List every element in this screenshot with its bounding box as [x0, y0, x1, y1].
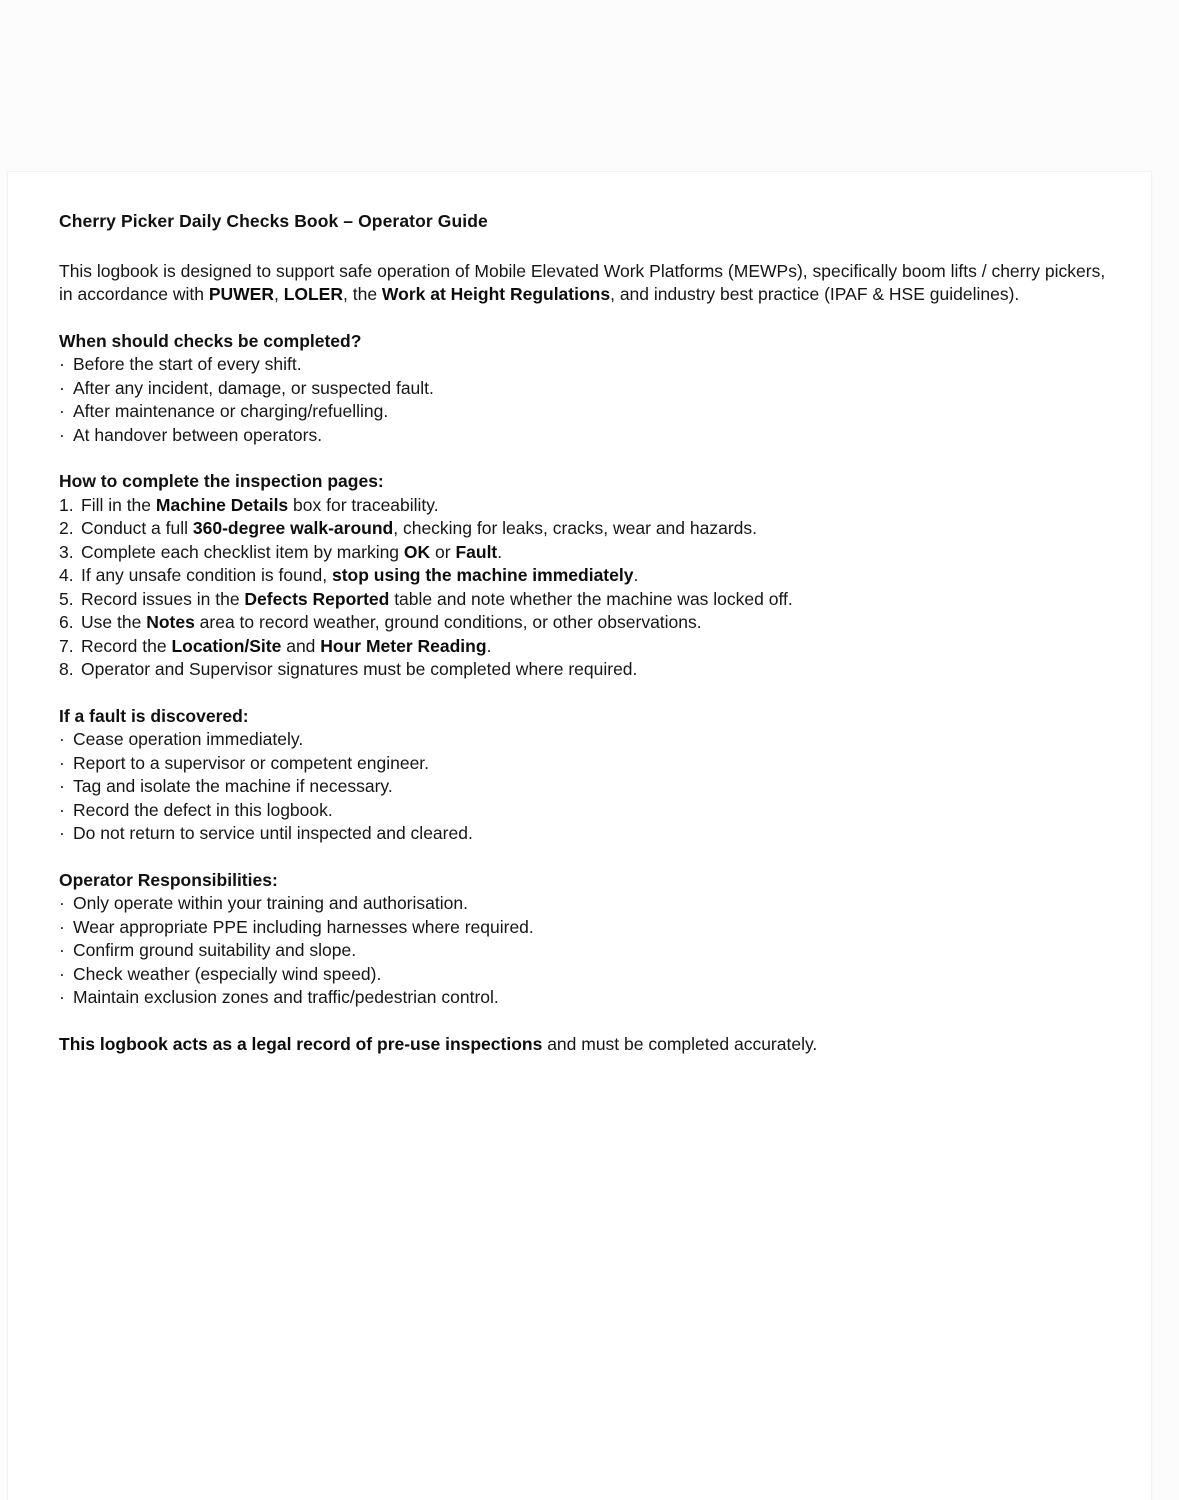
- closing-statement: [59, 1033, 1114, 1057]
- list-item-emphasis: Defects Reported: [244, 588, 390, 609]
- list-item-text: Cease operation immediately.: [73, 729, 304, 749]
- list-item-text: Confirm ground suitability and slope.: [73, 940, 357, 960]
- bullet-icon: ·: [59, 377, 65, 398]
- section-list: [59, 728, 1114, 846]
- list-item-text-mid: and: [281, 635, 321, 656]
- page-title: Cherry Picker Daily Checks Book – Operator Guide: [59, 211, 488, 231]
- list-item-text-end: area to record weather, ground conditions, or other observations.: [194, 612, 702, 632]
- list-item-text: Tag and isolate the machine if necessary.: [73, 776, 393, 796]
- list-item: [59, 377, 1114, 401]
- section-heading: Operator Responsibilities:: [59, 869, 278, 890]
- page-content: [59, 210, 1114, 1074]
- list-number: 7.: [59, 635, 74, 656]
- list-item: [59, 822, 1114, 846]
- list-item-text: Check weather (especially wind speed).: [73, 963, 382, 984]
- list-item-emphasis: Machine Details: [155, 494, 289, 515]
- list-number: 4.: [59, 565, 74, 585]
- intro-paragraph: [59, 260, 1114, 307]
- list-item: [59, 517, 1114, 541]
- list-item-text: Operator and Supervisor signatures must be completed where required.: [81, 659, 638, 679]
- list-item: [59, 892, 1114, 916]
- list-item-text: Conduct a full: [81, 518, 193, 538]
- section-list: [59, 494, 1114, 682]
- document-section: [59, 330, 1114, 448]
- list-item-emphasis-2: Fault: [455, 541, 498, 562]
- document-page: [8, 172, 1151, 1500]
- list-item: [59, 588, 1114, 612]
- intro-text-3: , the: [343, 284, 382, 304]
- list-item-text-end: , checking for leaks, cracks, wear and hazards.: [393, 518, 758, 538]
- list-item-emphasis: stop using the machine immediately: [332, 565, 634, 585]
- list-item-text: After maintenance or charging/refuelling.: [73, 401, 389, 421]
- bullet-icon: ·: [59, 776, 65, 796]
- list-number: 2.: [59, 518, 74, 538]
- list-item-text-end: table and note whether the machine was locked off.: [389, 588, 793, 609]
- list-item-text: Before the start of every shift.: [73, 354, 302, 374]
- list-item: [59, 658, 1114, 682]
- bullet-icon: ·: [59, 752, 65, 773]
- list-item-text-end: .: [497, 541, 503, 562]
- list-item-emphasis: Notes: [146, 612, 195, 632]
- list-item: [59, 799, 1114, 823]
- bullet-icon: ·: [59, 916, 65, 937]
- list-item: [59, 986, 1114, 1010]
- section-list: [59, 353, 1114, 447]
- section-heading: How to complete the inspection pages:: [59, 471, 384, 491]
- intro-text-4: , and industry best practice (IPAF & HSE guidelines).: [610, 284, 1020, 304]
- closing-rest: and must be completed accurately.: [542, 1033, 818, 1054]
- bullet-icon: ·: [59, 987, 65, 1007]
- list-item: [59, 541, 1114, 565]
- bullet-icon: ·: [59, 823, 65, 843]
- list-item-text: Report to a supervisor or competent engineer.: [73, 752, 430, 773]
- list-item-emphasis-2: Hour Meter Reading: [320, 635, 487, 656]
- list-item-text: Maintain exclusion zones and traffic/pedestrian control.: [73, 987, 499, 1007]
- list-item-emphasis: 360-degree walk-around: [192, 518, 394, 538]
- list-item: [59, 494, 1114, 518]
- intro-text-1: This logbook is designed to support safe operation of Mobile Elevated Work Platforms (MEWPs), specifically boom lifts / cherry pickers, in accordance with: [59, 260, 1106, 304]
- list-item-text: Record issues in the: [81, 588, 245, 609]
- list-item-text: Record the: [81, 635, 172, 656]
- bullet-icon: ·: [59, 401, 65, 421]
- closing-bold: This logbook acts as a legal record of pre-use inspections: [59, 1033, 543, 1054]
- list-item-text-end: .: [486, 635, 492, 656]
- list-item: [59, 963, 1114, 987]
- list-item-text: Use the: [81, 612, 147, 632]
- list-number: 5.: [59, 588, 74, 609]
- list-item-text-end: box for traceability.: [288, 494, 439, 515]
- list-item-text: Only operate within your training and authorisation.: [73, 893, 468, 913]
- list-item: [59, 916, 1114, 940]
- list-item: [59, 728, 1114, 752]
- list-item-text: Fill in the: [81, 494, 156, 515]
- intro-bold-wahr: Work at Height Regulations: [381, 284, 611, 304]
- list-item-text: Record the defect in this logbook.: [73, 799, 333, 820]
- list-item: [59, 635, 1114, 659]
- intro-bold-loler: LOLER: [283, 284, 343, 304]
- list-number: 6.: [59, 612, 74, 632]
- document-section: [59, 869, 1114, 1010]
- list-item-text: At handover between operators.: [73, 424, 323, 445]
- list-item: [59, 424, 1114, 448]
- bullet-icon: ·: [59, 893, 65, 913]
- list-item-text: If any unsafe condition is found,: [81, 565, 332, 585]
- list-item-text: After any incident, damage, or suspected fault.: [73, 377, 434, 398]
- list-number: 1.: [59, 494, 74, 515]
- list-item: [59, 752, 1114, 776]
- list-item-emphasis: Location/Site: [171, 635, 282, 656]
- bullet-icon: ·: [59, 424, 65, 445]
- list-item: [59, 611, 1114, 635]
- list-item: [59, 353, 1114, 377]
- section-list: [59, 892, 1114, 1010]
- document-section: [59, 470, 1114, 682]
- bullet-icon: ·: [59, 729, 65, 749]
- list-item: [59, 939, 1114, 963]
- list-item-text: Do not return to service until inspected and cleared.: [73, 823, 473, 843]
- list-item-text-end: .: [633, 565, 639, 585]
- section-heading: When should checks be completed?: [59, 330, 362, 351]
- list-item: [59, 564, 1114, 588]
- bullet-icon: ·: [59, 799, 65, 820]
- section-heading: If a fault is discovered:: [59, 705, 249, 726]
- list-number: 8.: [59, 659, 74, 679]
- bullet-icon: ·: [59, 354, 65, 374]
- list-item: [59, 775, 1114, 799]
- bullet-icon: ·: [59, 940, 65, 960]
- list-number: 3.: [59, 541, 74, 562]
- list-item: [59, 400, 1114, 424]
- intro-bold-puwer: PUWER: [208, 284, 274, 304]
- list-item-emphasis: OK: [403, 541, 431, 562]
- document-section: [59, 705, 1114, 846]
- intro-text-2: ,: [273, 284, 284, 304]
- list-item-text: Wear appropriate PPE including harnesses where required.: [73, 916, 534, 937]
- bullet-icon: ·: [59, 963, 65, 984]
- list-item-text-mid: or: [430, 541, 456, 562]
- sections-container: [59, 330, 1114, 1010]
- list-item-text: Complete each checklist item by marking: [81, 541, 404, 562]
